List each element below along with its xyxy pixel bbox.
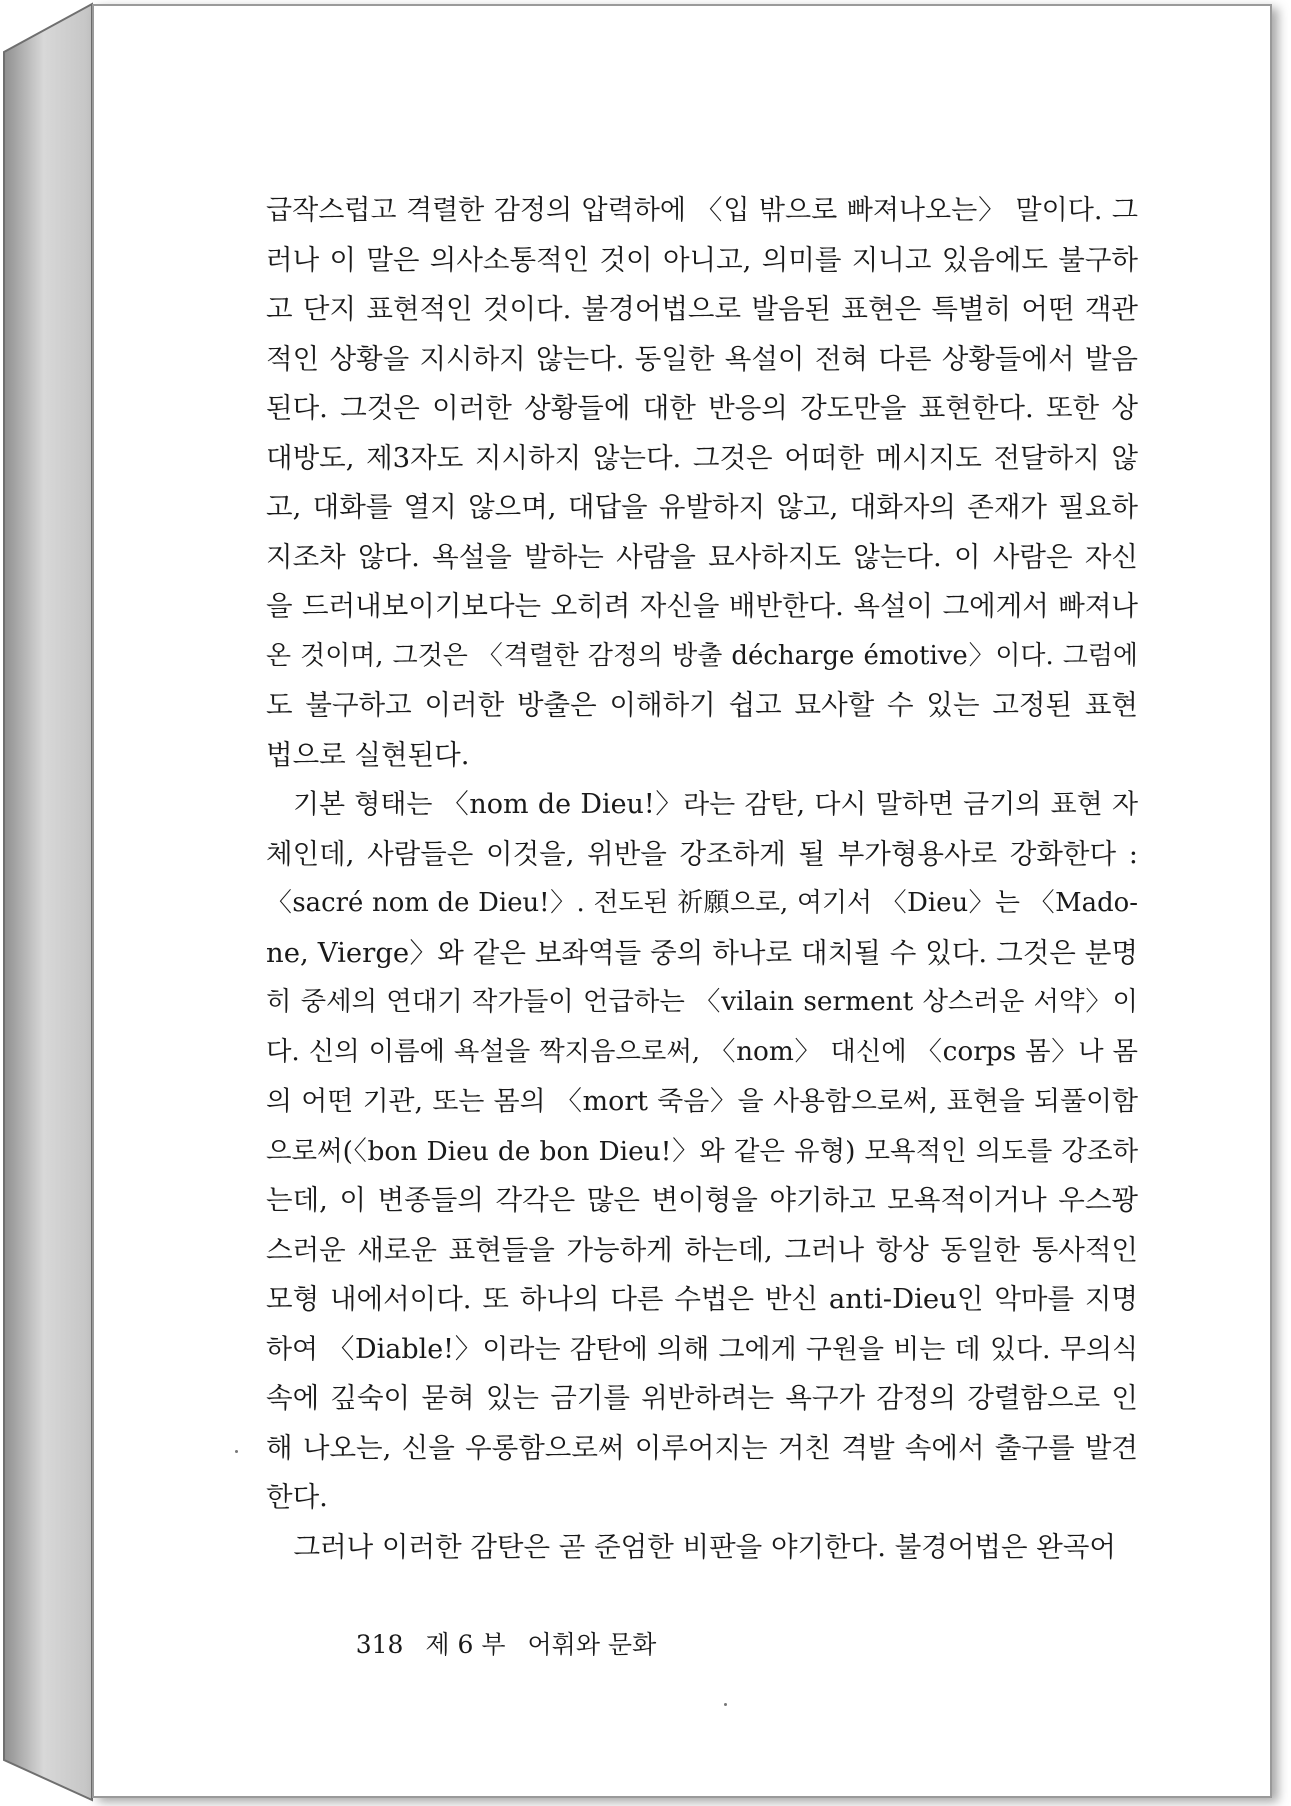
text-line: 히 중세의 연대기 작가들이 언급하는 〈vilain serment 상스러운 서약〉이 [266,987,1138,1017]
text-line: ne, Vierge〉와 같은 보좌역들 중의 하나로 대치될 수 있다. 그것은 분명 [266,936,1138,969]
page-footer [308,1596,678,1690]
text-line: 을 드러내보이기보다는 오히려 자신을 배반한다. 욕설이 그에게서 빠져나 [266,590,1138,622]
text-line: 기본 형태는 〈nom de Dieu!〉라는 감탄, 다시 말하면 금기의 표현 자 [292,789,1138,820]
text-line: 지조차 않다. 욕설을 발하는 사람을 묘사하지도 않는다. 이 사람은 자신 [266,540,1138,573]
text-line: 법으로 실현된다. [266,738,470,771]
text-line: 으로써(〈bon Dieu de bon Dieu!〉와 같은 유형) 모욕적인 의도를 강조하 [266,1135,1138,1167]
page-number: 318 [355,1630,404,1659]
text-line: 러나 이 말은 의사소통적인 것이 아니고, 의미를 지니고 있음에도 불구하 [266,243,1138,276]
text-line: 한다. [266,1481,328,1513]
text-line: 급작스럽고 격렬한 감정의 압력하에 〈입 밖으로 빠져나오는〉 말이다. 그 [266,195,1138,226]
text-line: 고 단지 표현적인 것이다. 불경어법으로 발음된 표현은 특별히 어떤 객관 [266,293,1138,325]
paragraph [266,1523,1138,1573]
paragraph [266,780,1138,1523]
text-line: 적인 상황을 지시하지 않는다. 동일한 욕설이 전혀 다른 상황들에서 발음 [266,342,1138,375]
text-line: 다. 신의 이름에 욕설을 짝지음으로써, 〈nom〉 대신에 〈corps 몸〉나 몸 [266,1036,1138,1067]
text-line: 도 불구하고 이러한 방출은 이해하기 쉽고 묘사할 수 있는 고정된 표현 [266,689,1138,721]
book-spine [0,0,96,1806]
text-line: 된다. 그것은 이러한 상황들에 대한 반응의 강도만을 표현한다. 또한 상 [266,392,1138,424]
text-line: 속에 깊숙이 묻혀 있는 금기를 위반하려는 욕구가 감정의 강렬함으로 인 [266,1382,1138,1414]
part-label: 제 6 부 [425,1630,506,1659]
text-line: 체인데, 사람들은 이것을, 위반을 강조하게 될 부가형용사로 강화한다 : [266,837,1138,870]
body-text [266,186,1138,1572]
text-line: 하여 〈Diable!〉이라는 감탄에 의해 그에게 구원을 비는 데 있다. 무의식 [266,1333,1138,1365]
scan-speck [235,1450,238,1453]
text-line: 스러운 새로운 표현들을 가능하게 하는데, 그러나 항상 동일한 통사적인 [266,1233,1138,1266]
section-title: 어휘와 문화 [527,1630,657,1659]
text-line: 대방도, 제3자도 지시하지 않는다. 그것은 어떠한 메시지도 전달하지 않 [266,441,1138,474]
scan-speck [724,1703,727,1706]
text-line: 는데, 이 변종들의 각각은 많은 변이형을 야기하고 모욕적이거나 우스꽝 [266,1184,1138,1216]
text-line: 온 것이며, 그것은 〈격렬한 감정의 방출 décharge émotive〉이다. 그럼에 [266,640,1138,671]
text-line: 의 어떤 기관, 또는 몸의 〈mort 죽음〉을 사용함으로써, 표현을 되풀이함 [266,1086,1138,1117]
text-line: 그러나 이러한 감탄은 곧 준엄한 비판을 야기한다. 불경어법은 완곡어 [293,1530,1116,1563]
text-line: 모형 내에서이다. 또 하나의 다른 수법은 반신 anti-Dieu인 악마를 지명 [266,1283,1138,1315]
text-line: 고, 대화를 열지 않으며, 대답을 유발하지 않고, 대화자의 존재가 필요하 [266,491,1138,523]
paragraph [266,186,1138,780]
text-line: 해 나오는, 신을 우롱함으로써 이루어지는 거친 격발 속에서 출구를 발견 [266,1431,1138,1464]
text-line: 〈sacré nom de Dieu!〉. 전도된 祈願으로, 여기서 〈Dieu〉는 〈Mado- [266,888,1138,918]
page-sheet [92,4,1272,1798]
